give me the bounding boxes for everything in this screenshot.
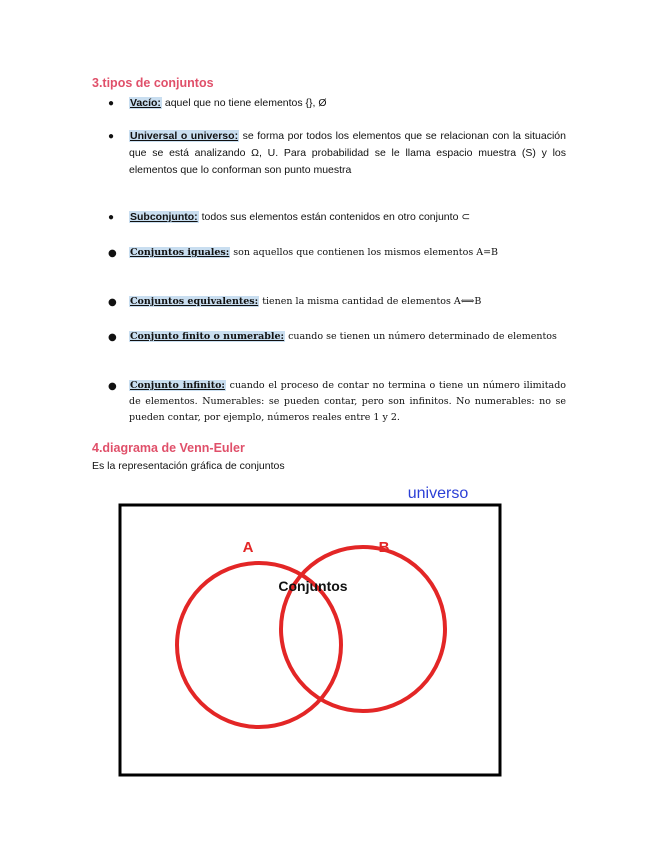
list-item-vacio bbox=[108, 95, 566, 112]
section-4-subtitle: Es la representación gráfica de conjuntos bbox=[92, 460, 285, 472]
term-description: se forma por todos los elementos que se relacionan con la situación que se está analizando Ω, U. Para probabilidad se le llama espacio muestra (S) y los elementos que lo conforman son punto muestra bbox=[129, 130, 566, 176]
list-item-infinito bbox=[108, 378, 566, 426]
list-item-text bbox=[129, 128, 566, 179]
sets-center-label: Conjuntos bbox=[278, 578, 348, 594]
term-description: cuando se tienen un número determinado de elementos bbox=[285, 331, 557, 342]
bullet-icon: ● bbox=[108, 131, 115, 142]
term-label: Subconjunto: bbox=[130, 211, 198, 223]
list-item-text bbox=[129, 95, 566, 112]
list-item-text bbox=[129, 329, 566, 345]
set-a-label: A bbox=[242, 539, 254, 556]
bullet-icon: ● bbox=[108, 381, 117, 392]
term-description: tienen la misma cantidad de elementos A⟺B bbox=[259, 296, 482, 307]
list-item-universal bbox=[108, 128, 566, 179]
universe-label: universo bbox=[407, 485, 469, 502]
list-item-text bbox=[129, 378, 566, 426]
term-label: Conjuntos iguales: bbox=[130, 247, 230, 258]
term-description: son aquellos que contienen los mismos elementos A=B bbox=[230, 247, 499, 258]
list-item-equivalentes bbox=[108, 294, 566, 310]
set-b-circle bbox=[281, 547, 445, 711]
term-label: Vacío: bbox=[130, 97, 161, 109]
set-b-label: B bbox=[378, 539, 390, 556]
bullet-icon: ● bbox=[108, 297, 117, 308]
list-item-subconjunto bbox=[108, 209, 566, 226]
term-label: Universal o universo: bbox=[130, 130, 239, 142]
term-label: Conjunto finito o numerable: bbox=[130, 331, 285, 342]
section-4-heading: 4.diagrama de Venn-Euler bbox=[92, 441, 245, 455]
list-item-finito bbox=[108, 329, 566, 345]
list-item-iguales bbox=[108, 245, 566, 261]
term-label: Conjuntos equivalentes: bbox=[130, 296, 259, 307]
bullet-icon: ● bbox=[108, 212, 115, 223]
term-description: cuando el proceso de contar no termina o tiene un número ilimitado de elementos. Numerables: se pueden contar, pero son infinitos. No numerables: no se pueden contar, por ejemplo, números reales entre 1 y 2. bbox=[129, 380, 567, 423]
list-item-text bbox=[129, 294, 566, 310]
bullet-icon: ● bbox=[108, 248, 117, 259]
term-description: aquel que no tiene elementos {}, Ø bbox=[161, 97, 327, 109]
list-item-text bbox=[129, 209, 566, 226]
list-item-text bbox=[129, 245, 566, 261]
term-description: todos sus elementos están contenidos en otro conjunto ⊂ bbox=[198, 211, 471, 223]
bullet-icon: ● bbox=[108, 332, 117, 343]
term-label: Conjunto infinito: bbox=[130, 380, 225, 391]
section-3-heading: 3.tipos de conjuntos bbox=[92, 76, 214, 90]
bullet-icon: ● bbox=[108, 98, 115, 109]
venn-diagram bbox=[0, 480, 655, 800]
